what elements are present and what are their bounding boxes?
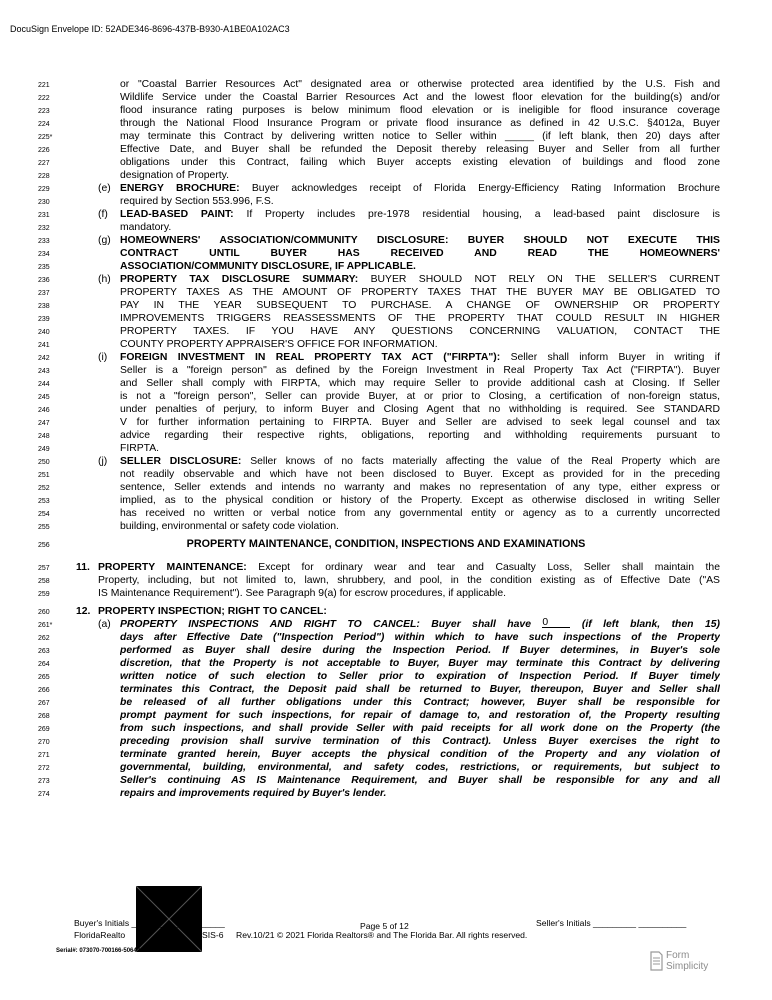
body-text: FIRPTA. <box>120 443 160 454</box>
bold-heading-text: ASSOCIATION/COMMUNITY DISCLOSURE, IF APPLICABLE. <box>120 261 416 272</box>
line-274 <box>0 787 772 800</box>
line-text <box>120 709 720 722</box>
bold-italic-text: repairs and improvements required by Buyer's lender. <box>120 788 387 799</box>
line-230 <box>0 195 772 208</box>
logo-line-1: Form <box>666 950 690 961</box>
line-number: 230 <box>38 199 50 206</box>
line-number: 253 <box>38 498 50 505</box>
line-269 <box>0 722 772 735</box>
line-text <box>120 468 720 481</box>
bold-heading-text: PROPERTY MAINTENANCE: <box>98 562 247 573</box>
line-222 <box>0 91 772 104</box>
body-text: and Seller shall comply with FIRPTA, which may require Seller to provide additional cash at Closing. If Seller <box>120 378 720 389</box>
form-prefix: FloridaRealto <box>74 930 126 940</box>
line-number: 238 <box>38 303 50 310</box>
line-number: 231 <box>38 212 50 219</box>
line-number: 254 <box>38 511 50 518</box>
line-number: 223 <box>38 108 50 115</box>
line-text <box>120 683 720 696</box>
line-253 <box>0 494 772 507</box>
line-251 <box>0 468 772 481</box>
line-247 <box>0 416 772 429</box>
line-270 <box>0 735 772 748</box>
line-text <box>120 416 720 429</box>
line-254 <box>0 507 772 520</box>
line-text <box>120 494 720 507</box>
line-text <box>120 644 720 657</box>
body-text: Seller is a "foreign person" as defined by the Foreign Investment in Real Property Tax Act ("FIRPTA"). Buyer <box>120 365 720 376</box>
line-text <box>120 91 720 104</box>
body-text: Except for ordinary wear and tear and Casualty Loss, Seller shall maintain the <box>246 562 720 573</box>
line-236 <box>0 273 772 286</box>
line-250 <box>0 455 772 468</box>
line-248 <box>0 429 772 442</box>
line-text <box>120 403 720 416</box>
line-text <box>120 735 720 748</box>
line-text <box>120 195 720 208</box>
body-text: flood insurance rating purposes is below minimum flood elevation or is ineligible for flood insurance coverage <box>120 105 720 116</box>
body-text: advice regarding their respective rights, obligations, reporting and withholding requirements pursuant to <box>120 430 720 441</box>
bold-italic-text: days after Effective Date ("Inspection Period") within which to have such inspections of the Property <box>120 632 720 643</box>
line-text <box>120 507 720 520</box>
body-text: may terminate this Contract by delivering written notice to Seller within _____ (if left blank, then 20) days after <box>120 131 720 142</box>
form-code: SIS-6 <box>202 930 224 940</box>
line-245 <box>0 390 772 403</box>
line-266 <box>0 683 772 696</box>
line-237 <box>0 286 772 299</box>
line-text <box>120 143 720 156</box>
line-text <box>120 761 720 774</box>
body-text: COUNTY PROPERTY APPRAISER'S OFFICE FOR INFORMATION. <box>120 339 438 350</box>
line-text <box>120 455 720 468</box>
envelope-id: DocuSign Envelope ID: 52ADE346-8696-437B-B930-A1BE0A102AC3 <box>10 24 290 34</box>
body-text: implied, as to the physical condition or history of the Property. Except as otherwise disclosed in writing Seller <box>120 495 720 506</box>
page-number: Page 5 of 12 <box>360 921 409 931</box>
line-text <box>120 299 720 312</box>
body-text: Seller knows of no facts materially affecting the value of the Real Property which are <box>241 456 720 467</box>
body-text: has received no written or verbal notice from any governmental entity or agency as to a currently uncorrected <box>120 508 720 519</box>
line-number: 242 <box>38 355 50 362</box>
line-number: 249 <box>38 446 50 453</box>
bold-heading-text: HOMEOWNERS' ASSOCIATION/COMMUNITY DISCLOSURE: BUYER SHOULD NOT EXECUTE THIS <box>120 235 720 246</box>
clause-label: (i) <box>98 352 108 363</box>
buyers-initials: Buyer's Initials _________ __________ <box>74 918 225 928</box>
line-number: 222 <box>38 95 50 102</box>
line-text <box>120 631 720 644</box>
line-text <box>120 429 720 442</box>
document-icon <box>650 951 663 971</box>
line-264 <box>0 657 772 670</box>
line-text <box>120 208 720 221</box>
line-text <box>120 234 720 247</box>
line-text <box>98 587 720 600</box>
line-number: 245 <box>38 394 50 401</box>
line-226 <box>0 143 772 156</box>
body-text: not readily observable and which have not been disclosed to Buyer. Except as provided for in the preceding <box>120 469 720 480</box>
line-text <box>120 221 720 234</box>
line-number: 265 <box>38 674 50 681</box>
bold-italic-text: PROPERTY INSPECTIONS AND RIGHT TO CANCEL: Buyer shall have <box>120 619 543 630</box>
line-225-star <box>0 130 772 143</box>
line-number: 251 <box>38 472 50 479</box>
line-text <box>120 377 720 390</box>
line-number: 240 <box>38 329 50 336</box>
line-number: 226 <box>38 147 50 154</box>
line-text <box>120 169 720 182</box>
line-265 <box>0 670 772 683</box>
line-243 <box>0 364 772 377</box>
line-255 <box>0 520 772 533</box>
line-number: 221 <box>38 82 50 89</box>
line-number: 272 <box>38 765 50 772</box>
bold-heading-text: FOREIGN INVESTMENT IN REAL PROPERTY TAX ACT ("FIRPTA"): <box>120 352 501 363</box>
line-number: 263 <box>38 648 50 655</box>
line-text <box>120 247 720 260</box>
line-224 <box>0 117 772 130</box>
line-231 <box>0 208 772 221</box>
line-text <box>120 481 720 494</box>
line-number: 236 <box>38 277 50 284</box>
line-263 <box>0 644 772 657</box>
line-271 <box>0 748 772 761</box>
line-text <box>120 156 720 169</box>
line-number: 273 <box>38 778 50 785</box>
clause-label: (h) <box>98 274 111 285</box>
line-number: 232 <box>38 225 50 232</box>
bold-heading-text: ENERGY BROCHURE: <box>120 183 240 194</box>
body-text: obligations under this Contract, failing which Buyer accepts existing elevation of buildings and flood zone <box>120 157 720 168</box>
bold-italic-text: preceding provision shall survive termination of this Contract). Unless Buyer exercises the right to <box>120 736 720 747</box>
body-text: V for further information pertaining to FIRPTA. Buyer and Seller are advised to seek legal counsel and tax <box>120 417 720 428</box>
body-text: through the National Flood Insurance Program or private flood insurance as defined in 42 U.S.C. §4012a, Buyer <box>120 118 720 129</box>
line-text <box>120 787 720 800</box>
line-number: 244 <box>38 381 50 388</box>
line-241 <box>0 338 772 351</box>
body-text: under penalties of perjury, to inform Buyer and Closing Agent that no withholding is required. See STANDARD <box>120 404 720 415</box>
line-228 <box>0 169 772 182</box>
line-233 <box>0 234 772 247</box>
inspection-days-field[interactable]: 0 <box>542 618 570 628</box>
line-number: 257 <box>38 565 50 572</box>
body-text: PROPERTY TAXES. IF YOU HAVE ANY QUESTIONS CONCERNING VALUATION, CONTACT THE <box>120 326 720 337</box>
line-249 <box>0 442 772 455</box>
line-number: 229 <box>38 186 50 193</box>
line-number: 270 <box>38 739 50 746</box>
line-267 <box>0 696 772 709</box>
line-261-star <box>0 618 772 631</box>
body-text: PAY IN THE YEAR SUBSEQUENT TO PURCHASE. A CHANGE OF OWNERSHIP OR PROPERTY <box>120 300 720 311</box>
body-text: building, environmental or safety code violation. <box>120 521 339 532</box>
line-232 <box>0 221 772 234</box>
body-text: is not a "foreign person", Seller can provide Buyer, at or prior to Closing, a certification of non-foreign status, <box>120 391 720 402</box>
line-number: 250 <box>38 459 50 466</box>
body-text: PROPERTY TAXES AS THE AMOUNT OF PROPERTY TAXES THAT THE BUYER MAY BE OBLIGATED TO <box>120 287 720 298</box>
body-text: sentence, Seller extends and intends no warranty and makes no representation of any type, either express or <box>120 482 720 493</box>
bold-heading-text: PROPERTY INSPECTION; RIGHT TO CANCEL: <box>98 606 327 617</box>
line-number: 262 <box>38 635 50 642</box>
line-238 <box>0 299 772 312</box>
line-number: 268 <box>38 713 50 720</box>
line-text <box>98 605 720 618</box>
body-text: IMPROVEMENTS TRIGGERS REASSESSMENTS OF THE PROPERTY THAT COULD RESULT IN HIGHER <box>120 313 720 324</box>
bold-italic-text: Seller's continuing AS IS Maintenance Requirement, and Buyer shall be responsible for any and all <box>120 775 720 786</box>
clause-label: (a) <box>98 619 111 630</box>
line-text <box>120 618 720 631</box>
copyright-line: Rev.10/21 © 2021 Florida Realtors® and The Florida Bar. All rights reserved. <box>236 930 528 940</box>
line-number: 235 <box>38 264 50 271</box>
line-text <box>120 364 720 377</box>
bold-heading-text: SELLER DISCLOSURE: <box>120 456 242 467</box>
line-text <box>120 442 720 455</box>
line-242 <box>0 351 772 364</box>
line-text <box>120 657 720 670</box>
line-number: 246 <box>38 407 50 414</box>
line-229 <box>0 182 772 195</box>
body-text: Seller shall inform Buyer in writing if <box>500 352 720 363</box>
line-234 <box>0 247 772 260</box>
bold-heading-text: CONTRACT UNTIL BUYER HAS RECEIVED AND READ THE HOMEOWNERS' <box>120 248 720 259</box>
line-text <box>120 748 720 761</box>
body-text: designation of Property. <box>120 170 229 181</box>
line-text <box>120 130 720 143</box>
bold-heading-text: LEAD-BASED PAINT: <box>120 209 234 220</box>
line-223 <box>0 104 772 117</box>
line-number: 269 <box>38 726 50 733</box>
line-text <box>120 286 720 299</box>
clause-label: (g) <box>98 235 111 246</box>
bold-italic-text: governmental, building, environmental, and safety codes, restrictions, or requirements, but subject to <box>120 762 720 773</box>
bold-italic-text: terminate granted herein, Buyer accepts the physical condition of the Property and any violation of <box>120 749 720 760</box>
line-text <box>120 104 720 117</box>
line-text <box>120 78 720 91</box>
bold-italic-text: discretion, that the Property is not acceptable to Buyer, Buyer may terminate this Contract by delivering <box>120 658 720 669</box>
line-227 <box>0 156 772 169</box>
body-text: Wildlife Service under the Coastal Barrier Resources Act and the lowest floor elevation for the building(s) and/or <box>120 92 720 103</box>
line-number: 266 <box>38 687 50 694</box>
body-text: BUYER SHOULD NOT RELY ON THE SELLER'S CURRENT <box>358 274 720 285</box>
line-256 <box>0 538 772 551</box>
line-number: 247 <box>38 420 50 427</box>
line-number: 264 <box>38 661 50 668</box>
body-text: Buyer acknowledges receipt of Florida Energy-Efficiency Rating Information Brochure <box>239 183 720 194</box>
line-text <box>120 722 720 735</box>
line-number: 233 <box>38 238 50 245</box>
line-number: 261* <box>38 622 53 629</box>
bold-italic-text: (if left blank, then 15) <box>570 619 720 630</box>
line-text <box>120 390 720 403</box>
line-number: 228 <box>38 173 50 180</box>
body-text: Property, including, but not limited to, lawn, shrubbery, and pool, in the condition existing as of Effective Date ("AS <box>98 575 720 586</box>
body-text: mandatory. <box>120 222 172 233</box>
line-number: 234 <box>38 251 50 258</box>
clause-label: (f) <box>98 209 108 220</box>
line-252 <box>0 481 772 494</box>
body-text: IS Maintenance Requirement"). See Paragraph 9(a) for escrow procedures, if applicable. <box>98 588 506 599</box>
line-number: 258 <box>38 578 50 585</box>
line-number: 260 <box>38 609 50 616</box>
line-259 <box>0 587 772 600</box>
line-text <box>120 696 720 709</box>
line-number: 252 <box>38 485 50 492</box>
bold-italic-text: prompt payment for such inspections, for repair of damage to, and restoration of, the Property resulting <box>120 710 720 721</box>
line-number: 225* <box>38 134 53 141</box>
document-body <box>0 78 772 800</box>
serial-number: Serial#: 073070-700166-5064204 <box>56 948 147 954</box>
line-text <box>120 351 720 364</box>
line-number: 274 <box>38 791 50 798</box>
line-260 <box>0 605 772 618</box>
line-240 <box>0 325 772 338</box>
line-text <box>120 670 720 683</box>
body-text: Effective Date, and Buyer shall be refunded the Deposit thereby releasing Buyer and Seller from all further <box>120 144 720 155</box>
clause-label: (j) <box>98 456 108 467</box>
body-text: or "Coastal Barrier Resources Act" designated area or otherwise protected area identified by the U.S. Fish and <box>120 79 720 90</box>
line-number: 256 <box>38 542 50 549</box>
line-273 <box>0 774 772 787</box>
line-221 <box>0 78 772 91</box>
logo-line-2: Simplicity <box>666 961 709 972</box>
body-text: required by Section 553.996, F.S. <box>120 196 274 207</box>
clause-label: 11. <box>76 562 90 573</box>
bold-italic-text: written notice of such election to Seller prior to expiration of Inspection Period. If Buyer timely <box>120 671 720 682</box>
line-number: 243 <box>38 368 50 375</box>
line-text <box>120 182 720 195</box>
line-239 <box>0 312 772 325</box>
line-text <box>120 312 720 325</box>
line-text <box>120 338 720 351</box>
line-text <box>120 774 720 787</box>
line-text <box>120 325 720 338</box>
line-number: 271 <box>38 752 50 759</box>
line-262 <box>0 631 772 644</box>
line-number: 259 <box>38 591 50 598</box>
line-text <box>120 273 720 286</box>
line-number: 227 <box>38 160 50 167</box>
line-235 <box>0 260 772 273</box>
line-257 <box>0 561 772 574</box>
bold-italic-text: terminates this Contract, the Deposit paid shall be returned to Buyer, thereupon, Buyer and Seller shall <box>120 684 720 695</box>
line-number: 255 <box>38 524 50 531</box>
line-268 <box>0 709 772 722</box>
line-number: 224 <box>38 121 50 128</box>
bold-heading-text: PROPERTY TAX DISCLOSURE SUMMARY: <box>120 274 359 285</box>
line-text <box>98 561 720 574</box>
line-number: 239 <box>38 316 50 323</box>
line-number: 237 <box>38 290 50 297</box>
line-number: 241 <box>38 342 50 349</box>
body-text: If Property includes pre-1978 residential housing, a lead-based paint disclosure is <box>233 209 720 220</box>
line-number: 248 <box>38 433 50 440</box>
clause-label: 12. <box>76 606 91 617</box>
line-244 <box>0 377 772 390</box>
clause-label: (e) <box>98 183 111 194</box>
sellers-initials: Seller's Initials _________ __________ <box>536 918 687 928</box>
line-246 <box>0 403 772 416</box>
line-text <box>120 260 720 273</box>
line-text <box>98 574 720 587</box>
line-272 <box>0 761 772 774</box>
bold-italic-text: performed as Buyer shall desire during the Inspection Period. If Buyer determines, in Buyer's sole <box>120 645 720 656</box>
line-text <box>120 520 720 533</box>
line-258 <box>0 574 772 587</box>
section-heading: PROPERTY MAINTENANCE, CONDITION, INSPECTIONS AND EXAMINATIONS <box>186 538 586 550</box>
line-number: 267 <box>38 700 50 707</box>
bold-italic-text: from such inspections, and shall provide Seller with paid receipts for all work done on the Property (the <box>120 723 720 734</box>
bold-italic-text: be released of all further obligations under this Contract; however, Buyer shall be responsible for <box>120 697 720 708</box>
line-text <box>120 117 720 130</box>
